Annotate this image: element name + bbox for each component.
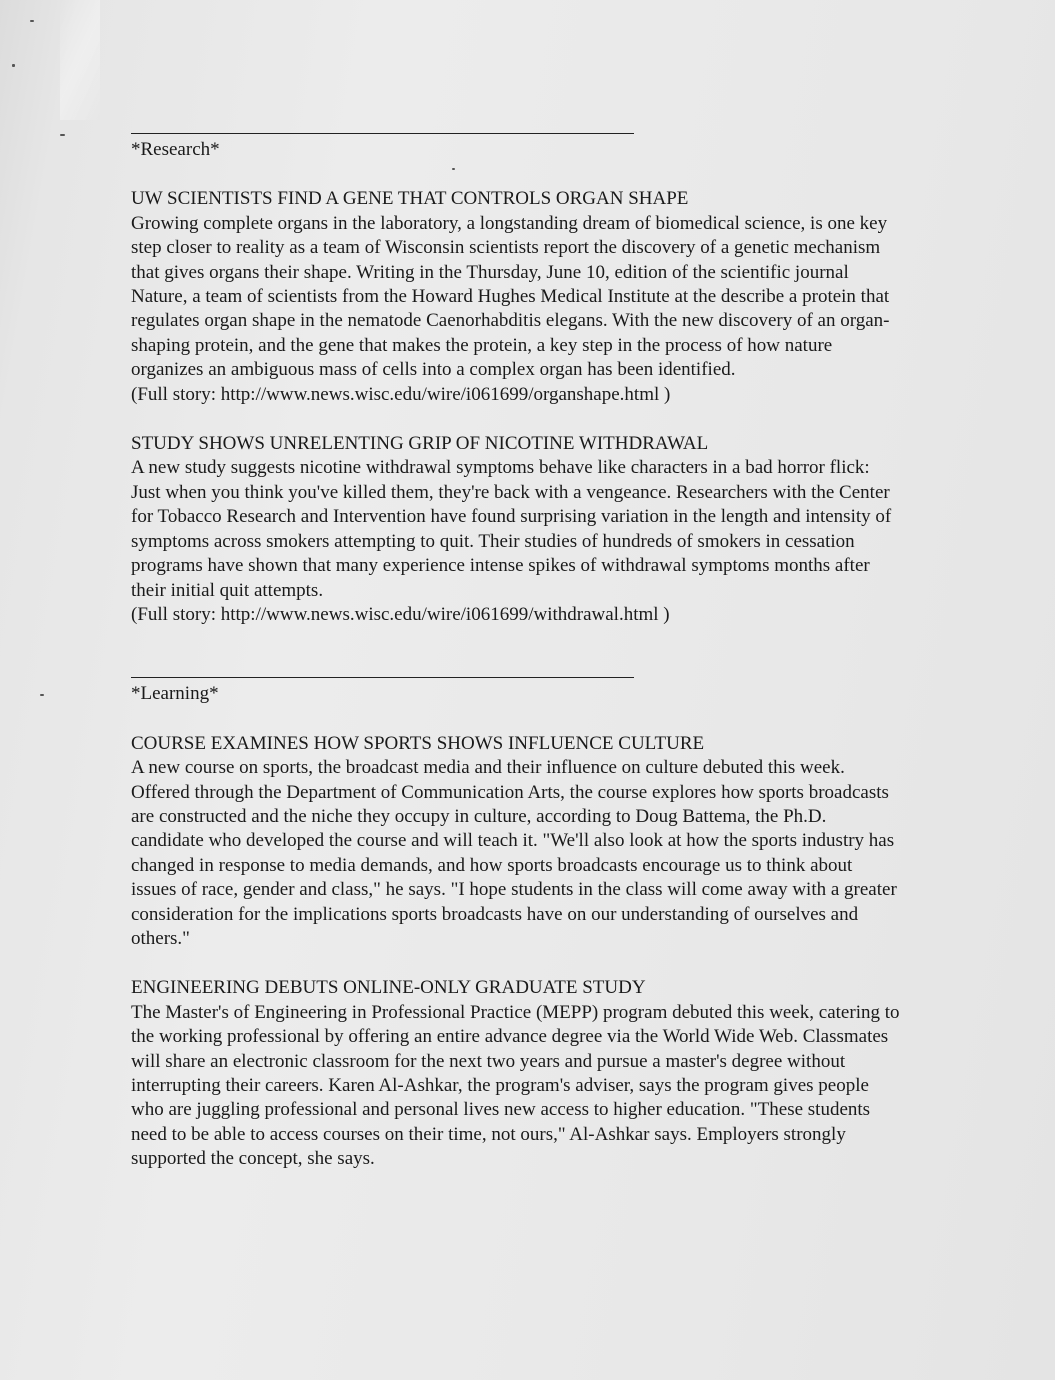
scan-speck: [30, 20, 34, 22]
story-headline: ENGINEERING DEBUTS ONLINE-ONLY GRADUATE STUDY: [131, 977, 646, 999]
paper-crease: [60, 0, 100, 120]
story-link: (Full story: http://www.news.wisc.edu/wire/i061699/organshape.html ): [131, 383, 671, 405]
story-nicotine-withdrawal: [131, 432, 901, 627]
story-sports-course: [131, 732, 901, 952]
section-gap: [131, 652, 901, 677]
story-body: A new course on sports, the broadcast media and their influence on culture debuted this week. Offered through the Department of Communication Arts, the course explores how sports broadcasts are constructed and the niche they occupy in culture, according to Doug Battema, the Ph.D. candidate who developed the course and will teach it. "We'll also look at how the sports industry has changed in response to media demands, and how sports broadcasts encourage us to think about issues of race, gender and class," he says. "I hope students in the class will come away with a greater consideration for the implications sports broadcasts have on our understanding of ourselves and others.": [131, 757, 897, 949]
section-divider: [131, 677, 634, 678]
section-learning: [131, 677, 901, 1171]
story-online-graduate: [131, 976, 901, 1171]
section-divider: [131, 133, 634, 134]
story-body: The Master's of Engineering in Professional Practice (MEPP) program debuted this week, catering to the working professional by offering an entire advance degree via the World Wide Web. Classmates will share an electronic classroom for the next two years and pursue a master's degree without interrupting their careers. Karen Al-Ashkar, the program's adviser, says the program gives people who are juggling professional and personal lives new access to higher education. "These students need to be able to access courses on their time, not ours," Al-Ashkar says. Employers strongly supported the concept, she says.: [131, 1001, 900, 1170]
story-headline: COURSE EXAMINES HOW SPORTS SHOWS INFLUENCE CULTURE: [131, 732, 705, 754]
story-headline: STUDY SHOWS UNRELENTING GRIP OF NICOTINE WITHDRAWAL: [131, 433, 709, 455]
story-body: Growing complete organs in the laboratory, a longstanding dream of biomedical science, is one key step closer to reality as a team of Wisconsin scientists report the discovery of a genetic mechanism that gives organs their shape. Writing in the Thursday, June 10, edition of the scientific journal Nature, a team of scientists from the Howard Hughes Medical Institute at the describe a protein that regulates organ shape in the nematode Caenorhabditis elegans. With the new discovery of an organ-shaping protein, and the gene that makes the protein, a key step in the process of how nature organizes an ambiguous mass of cells into a complex organ has been identified.: [131, 212, 890, 381]
story-link: (Full story: http://www.news.wisc.edu/wire/i061699/withdrawal.html ): [131, 603, 670, 625]
section-research: [131, 133, 901, 627]
scan-speck: [40, 694, 44, 696]
section-label: *Learning*: [131, 683, 219, 705]
story-headline: UW SCIENTISTS FIND A GENE THAT CONTROLS ORGAN SHAPE: [131, 188, 689, 210]
story-body: A new study suggests nicotine withdrawal symptoms behave like characters in a bad horror flick: Just when you think you've killed them, they're back with a vengeance. Researchers with the Center for Tobacco Research and Intervention have found surprising variation in the length and intensity of symptoms across smokers attempting to quit. Their studies of hundreds of smokers in cessation programs have shown that many experience intense spikes of withdrawal symptoms months after their initial quit attempts.: [131, 457, 892, 601]
section-label: *Research*: [131, 139, 220, 160]
scan-speck: [12, 64, 15, 67]
story-organ-shape: [131, 187, 901, 407]
document-content: [131, 133, 901, 1197]
scan-speck: [60, 134, 65, 136]
